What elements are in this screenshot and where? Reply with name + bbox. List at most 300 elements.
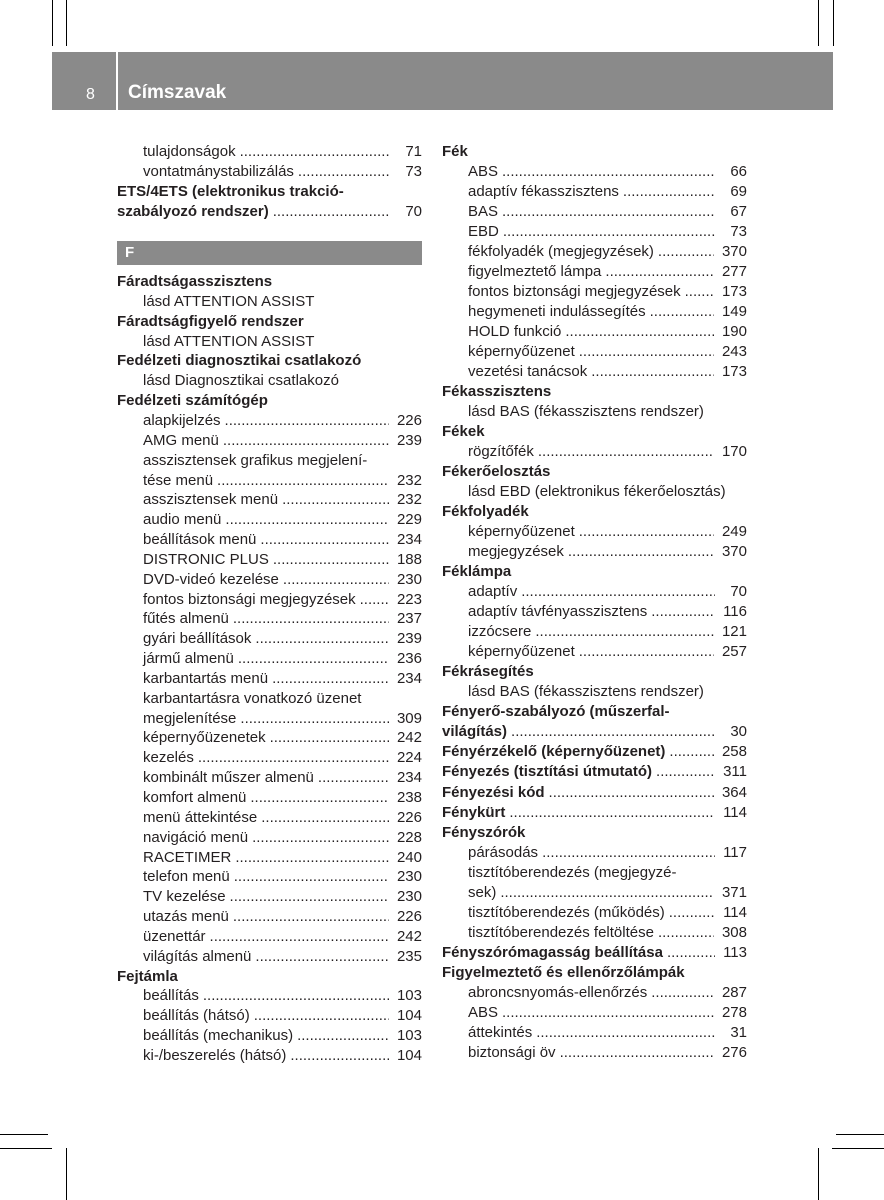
index-subentry — [117, 371, 422, 391]
dot-leader — [252, 828, 389, 848]
page-reference: 276 — [721, 1043, 747, 1061]
index-subentry — [117, 927, 422, 947]
page-reference: 30 — [730, 723, 747, 741]
entry-text: adaptív fékasszisztens — [468, 183, 619, 201]
page-reference: 226 — [396, 411, 422, 429]
index-subentry — [117, 451, 422, 471]
page-reference: 188 — [396, 550, 422, 568]
dot-leader — [669, 742, 714, 762]
dot-leader — [240, 709, 389, 729]
entry-text: lásd BAS (fékasszisztens rendszer) — [468, 683, 704, 701]
dot-leader — [223, 431, 389, 451]
entry-heading: Fáradtságasszisztens — [117, 273, 273, 291]
page-reference: 234 — [396, 769, 422, 787]
index-subentry — [117, 828, 422, 848]
entry-text: gyári beállítások — [143, 630, 252, 648]
dot-leader — [591, 362, 714, 382]
dot-leader — [298, 162, 390, 182]
dot-leader — [579, 522, 714, 542]
index-subentry — [117, 848, 422, 868]
index-subentry — [117, 142, 422, 162]
page-reference: 149 — [721, 303, 747, 321]
page-reference: 257 — [721, 643, 747, 661]
crop-mark — [66, 1148, 67, 1200]
entry-text: biztonsági öv — [468, 1043, 556, 1061]
entry-heading: Féklámpa — [442, 563, 512, 581]
entry-text: lásd BAS (fékasszisztens rendszer) — [468, 403, 704, 421]
entry-heading: ETS/4ETS (elektronikus trakció- — [117, 182, 344, 200]
entry-text: képernyőüzenet — [468, 343, 575, 361]
index-subentry — [442, 262, 747, 282]
index-entry — [117, 391, 422, 411]
dot-leader — [225, 510, 389, 530]
entry-text: képernyőüzenet — [468, 523, 575, 541]
entry-text: tisztítóberendezés (megjegyzé- — [468, 863, 677, 881]
page-reference: 103 — [396, 1027, 422, 1045]
index-entry — [442, 783, 747, 803]
dot-leader — [230, 887, 389, 907]
page-reference: 103 — [396, 987, 422, 1005]
entry-text: tisztítóberendezés (működés) — [468, 903, 665, 921]
entry-text: menü áttekintése — [143, 808, 258, 826]
index-subentry — [442, 522, 747, 542]
crop-mark — [836, 1134, 884, 1135]
page-reference: 229 — [396, 511, 422, 529]
entry-text: abroncsnyomás-ellenőrzés — [468, 983, 648, 1001]
page-reference: 242 — [396, 729, 422, 747]
page-reference: 114 — [723, 903, 747, 921]
dot-leader — [273, 202, 390, 222]
dot-leader — [549, 783, 714, 803]
index-subentry — [442, 322, 747, 342]
dot-leader — [521, 582, 715, 602]
dot-leader — [536, 1023, 715, 1043]
entry-text: tisztítóberendezés feltöltése — [468, 923, 654, 941]
page-reference: 240 — [396, 848, 422, 866]
index-subentry — [117, 689, 422, 709]
page-reference: 311 — [723, 763, 747, 781]
entry-text: beállítás (mechanikus) — [143, 1027, 294, 1045]
index-subentry — [117, 788, 422, 808]
entry-text: HOLD funkció — [468, 323, 562, 341]
dot-leader — [667, 943, 715, 963]
entry-text: komfort almenü — [143, 789, 247, 806]
dot-leader — [234, 867, 389, 887]
page-reference: 230 — [396, 570, 422, 588]
entry-text: fékfolyadék (megjegyzések) — [468, 243, 654, 261]
entry-text: beállítás (hátsó) — [143, 1007, 250, 1025]
entry-text: TV kezelése — [143, 888, 226, 906]
index-entry — [442, 722, 747, 742]
dot-leader — [283, 570, 389, 590]
dot-leader — [538, 442, 714, 462]
crop-mark — [818, 0, 819, 46]
entry-text: DISTRONIC PLUS — [143, 550, 269, 568]
index-entry — [442, 382, 747, 402]
index-subentry — [442, 182, 747, 202]
index-subentry — [117, 907, 422, 927]
page-reference: 71 — [405, 143, 422, 160]
entry-text: tése menü — [143, 471, 214, 489]
entry-heading: Fékrásegítés — [442, 663, 534, 681]
dot-leader — [509, 803, 715, 823]
entry-text: képernyőüzenet — [468, 643, 575, 661]
dot-leader — [270, 728, 389, 748]
index-subentry — [442, 622, 747, 642]
entry-text: lásd EBD (elektronikus fékerőelosztás) — [468, 483, 726, 501]
page-reference: 114 — [723, 803, 747, 821]
entry-text: navigáció menü — [143, 828, 249, 846]
dot-leader — [685, 282, 714, 302]
dot-leader — [579, 342, 714, 362]
index-subentry — [117, 332, 422, 352]
page-reference: 308 — [721, 923, 747, 941]
index-entry — [442, 662, 747, 682]
index-entry — [442, 702, 747, 722]
index-entry — [442, 422, 747, 442]
entry-text: fontos biztonsági megjegyzések — [143, 590, 356, 608]
entry-text: kezelés — [143, 749, 194, 767]
entry-text: RACETIMER — [143, 848, 232, 866]
dot-leader — [511, 722, 715, 742]
index-subentry — [117, 609, 422, 629]
entry-text: asszisztensek menü — [143, 491, 279, 509]
index-subentry — [117, 471, 422, 491]
entry-text: ABS — [468, 163, 499, 181]
entry-heading: Fedélzeti diagnosztikai csatlakozó — [117, 352, 362, 370]
index-entry — [442, 963, 747, 983]
entry-heading: Fékfolyadék — [442, 503, 529, 521]
dot-leader — [651, 983, 714, 1003]
entry-text: hegymeneti indulássegítés — [468, 303, 646, 321]
entry-heading: Fényszórók — [442, 823, 526, 841]
index-entry — [442, 823, 747, 843]
entry-text: fűtés almenü — [143, 610, 229, 628]
entry-text: vontatmánystabilizálás — [143, 162, 294, 180]
dot-leader — [254, 1006, 389, 1026]
crop-mark — [0, 1148, 52, 1149]
page-reference: 249 — [721, 523, 747, 541]
header-divider — [116, 52, 118, 110]
page-reference: 230 — [396, 888, 422, 906]
crop-mark — [66, 0, 67, 46]
crop-mark — [0, 1134, 48, 1135]
index-subentry — [117, 530, 422, 550]
dot-leader — [260, 530, 389, 550]
dot-leader — [225, 411, 389, 431]
entry-text: DVD-videó kezelése — [143, 570, 279, 588]
dot-leader — [565, 322, 714, 342]
dot-leader — [282, 490, 389, 510]
entry-text: EBD — [468, 223, 499, 241]
dot-leader — [658, 923, 714, 943]
index-entry — [442, 562, 747, 582]
index-subentry — [117, 748, 422, 768]
dot-leader — [568, 542, 714, 562]
index-subentry — [117, 709, 422, 729]
dot-leader — [535, 622, 714, 642]
index-subentry — [117, 629, 422, 649]
entry-heading: Fejtámla — [117, 967, 178, 985]
index-subentry — [117, 590, 422, 610]
page-reference: 364 — [721, 783, 747, 801]
entry-text: utazás menü — [143, 908, 229, 926]
entry-heading: Fékerőelosztás — [442, 463, 551, 481]
dot-leader — [560, 1043, 714, 1063]
entry-text: megjegyzések — [468, 543, 564, 561]
entry-heading: Fényezési kód — [442, 783, 545, 801]
page-reference: 371 — [721, 883, 747, 901]
index-subentry — [442, 863, 747, 883]
index-subentry — [117, 510, 422, 530]
crop-mark — [833, 0, 834, 46]
page-reference: 238 — [396, 789, 422, 806]
index-entry — [442, 462, 747, 482]
page-reference: 226 — [396, 908, 422, 926]
index-subentry — [442, 542, 747, 562]
entry-heading: Fénykürt — [442, 803, 506, 821]
entry-text: lásd ATTENTION ASSIST — [143, 292, 315, 310]
index-subentry — [117, 1026, 422, 1046]
entry-text: rögzítőfék — [468, 443, 534, 461]
entry-heading: Fényérzékelő (képernyőüzenet) — [442, 743, 666, 761]
index-subentry — [117, 431, 422, 451]
page-reference: 70 — [405, 202, 422, 220]
dot-leader — [656, 762, 715, 782]
entry-text: asszisztensek grafikus megjelení- — [143, 451, 368, 469]
page-reference: 232 — [396, 491, 422, 509]
dot-leader — [203, 986, 389, 1006]
index-subentry — [442, 302, 747, 322]
page-reference: 170 — [721, 443, 747, 461]
page-reference: 66 — [730, 163, 747, 181]
page-reference: 242 — [396, 927, 422, 945]
index-subentry — [117, 550, 422, 570]
index-subentry — [117, 808, 422, 828]
index-subentry — [442, 903, 747, 923]
entry-text: ABS — [468, 1003, 499, 1021]
page-reference: 69 — [730, 183, 747, 201]
entry-text: beállítás — [143, 987, 199, 1005]
page-reference: 223 — [396, 590, 422, 608]
dot-leader — [272, 669, 389, 689]
entry-text: lásd ATTENTION ASSIST — [143, 332, 315, 350]
crop-mark — [818, 1148, 819, 1200]
dot-leader — [238, 649, 389, 669]
page-reference: 309 — [396, 709, 422, 727]
page-reference: 278 — [721, 1003, 747, 1021]
dot-leader — [233, 907, 389, 927]
section-letter: F — [125, 243, 135, 261]
index-subentry — [442, 843, 747, 863]
index-entry — [442, 762, 747, 782]
page-reference: 243 — [721, 343, 747, 361]
page-reference: 239 — [396, 630, 422, 648]
index-subentry — [117, 669, 422, 689]
page-reference: 31 — [730, 1023, 747, 1041]
entry-text: megjelenítése — [143, 709, 237, 727]
page-reference: 67 — [730, 203, 747, 221]
entry-text: áttekintés — [468, 1023, 533, 1041]
dot-leader — [240, 142, 390, 162]
entry-text: karbantartásra vonatkozó üzenet — [143, 689, 362, 707]
entry-text: lásd Diagnosztikai csatlakozó — [143, 372, 339, 390]
dot-leader — [605, 262, 714, 282]
index-subentry — [442, 642, 747, 662]
page-header — [52, 52, 833, 110]
index-subentry — [117, 986, 422, 1006]
index-subentry — [117, 570, 422, 590]
index-subentry — [117, 162, 422, 182]
page-reference: 277 — [721, 263, 747, 281]
index-entry — [442, 142, 747, 162]
dot-leader — [235, 848, 389, 868]
dot-leader — [500, 883, 714, 903]
index-entry — [117, 202, 422, 222]
dot-leader — [210, 927, 389, 947]
entry-heading: Fék — [442, 143, 468, 160]
page-reference: 234 — [396, 531, 422, 549]
entry-text: telefon menü — [143, 868, 230, 886]
dot-leader — [658, 242, 714, 262]
entry-text: karbantartás menü — [143, 669, 269, 687]
entry-text: sek) — [468, 883, 497, 901]
dot-leader — [502, 1003, 714, 1023]
page-reference: 173 — [721, 363, 747, 381]
entry-heading: Fáradtságfigyelő rendszer — [117, 312, 304, 330]
page-reference: 237 — [396, 610, 422, 628]
page-reference: 117 — [723, 843, 747, 861]
index-entry — [442, 803, 747, 823]
entry-heading: Fényszórómagasság beállítása — [442, 943, 663, 961]
page-reference: 190 — [721, 323, 747, 341]
index-subentry — [442, 222, 747, 242]
dot-leader — [255, 947, 389, 967]
index-subentry — [442, 1043, 747, 1063]
index-entry — [442, 943, 747, 963]
entry-text: alapkijelzés — [143, 411, 221, 429]
index-subentry — [442, 582, 747, 602]
dot-leader — [198, 748, 389, 768]
entry-heading: Fényerő-szabályozó (műszerfal- — [442, 703, 670, 721]
index-column-left — [117, 142, 422, 1066]
page-reference: 232 — [396, 471, 422, 489]
index-column-right — [442, 142, 747, 1063]
page-reference: 228 — [396, 828, 422, 846]
dot-leader — [503, 222, 715, 242]
page-reference: 287 — [721, 983, 747, 1001]
dot-leader — [651, 602, 715, 622]
page-reference: 116 — [723, 603, 747, 621]
index-subentry — [442, 342, 747, 362]
dot-leader — [233, 609, 389, 629]
index-subentry — [442, 682, 747, 702]
dot-leader — [250, 788, 389, 808]
dot-leader — [542, 843, 715, 863]
index-subentry — [442, 442, 747, 462]
page-reference: 113 — [723, 943, 747, 961]
entry-heading: Fékek — [442, 423, 485, 441]
entry-text: kombinált műszer almenü — [143, 769, 314, 787]
section-letter-header — [117, 241, 422, 265]
dot-leader — [579, 642, 714, 662]
entry-text: üzenettár — [143, 927, 206, 945]
dot-leader — [650, 302, 714, 322]
index-subentry — [117, 1046, 422, 1066]
index-subentry — [442, 282, 747, 302]
entry-text: audio menü — [143, 511, 222, 529]
index-subentry — [442, 983, 747, 1003]
index-subentry — [442, 362, 747, 382]
entry-text: AMG menü — [143, 431, 219, 449]
entry-text: jármű almenü — [143, 650, 234, 668]
entry-text: képernyőüzenetek — [143, 729, 266, 747]
index-subentry — [442, 883, 747, 903]
entry-heading: Fékasszisztens — [442, 383, 552, 401]
index-subentry — [117, 292, 422, 312]
page-reference: 226 — [396, 808, 422, 826]
page-reference: 370 — [721, 243, 747, 261]
entry-heading: világítás) — [442, 723, 508, 741]
entry-text: párásodás — [468, 843, 539, 861]
entry-heading: Figyelmeztető és ellenőrzőlámpák — [442, 963, 685, 981]
index-subentry — [117, 411, 422, 431]
index-subentry — [117, 1006, 422, 1026]
index-entry — [117, 182, 422, 202]
page-reference: 121 — [721, 623, 747, 641]
entry-heading: Fedélzeti számítógép — [117, 392, 268, 410]
index-subentry — [442, 242, 747, 262]
index-entry — [442, 742, 747, 762]
index-subentry — [442, 923, 747, 943]
entry-text: vezetési tanácsok — [468, 363, 588, 381]
dot-leader — [290, 1046, 389, 1066]
page-reference: 235 — [396, 947, 422, 965]
crop-mark — [832, 1148, 884, 1149]
entry-heading: szabályozó rendszer) — [117, 202, 269, 220]
index-subentry — [442, 202, 747, 222]
entry-text: fontos biztonsági megjegyzések — [468, 283, 681, 301]
entry-text: beállítások menü — [143, 531, 257, 549]
dot-leader — [297, 1026, 389, 1046]
page-reference: 258 — [721, 743, 747, 761]
entry-text: világítás almenü — [143, 947, 252, 965]
entry-text: izzócsere — [468, 623, 532, 641]
dot-leader — [502, 202, 715, 222]
dot-leader — [502, 162, 715, 182]
page-number: 8 — [86, 86, 95, 103]
entry-text: tulajdonságok — [143, 143, 236, 160]
page-reference: 370 — [721, 543, 747, 561]
page-reference: 230 — [396, 868, 422, 886]
index-subentry — [117, 649, 422, 669]
page-reference: 104 — [396, 1007, 422, 1025]
index-subentry — [117, 947, 422, 967]
page-title: Címszavak — [128, 82, 227, 103]
entry-text: figyelmeztető lámpa — [468, 263, 602, 281]
index-subentry — [442, 162, 747, 182]
page-reference: 239 — [396, 431, 422, 449]
dot-leader — [669, 903, 715, 923]
index-subentry — [117, 887, 422, 907]
entry-text: adaptív — [468, 583, 518, 601]
dot-leader — [217, 471, 389, 491]
page-reference: 173 — [721, 283, 747, 301]
index-subentry — [117, 867, 422, 887]
dot-leader — [360, 590, 389, 610]
index-entry — [442, 502, 747, 522]
index-subentry — [442, 402, 747, 422]
